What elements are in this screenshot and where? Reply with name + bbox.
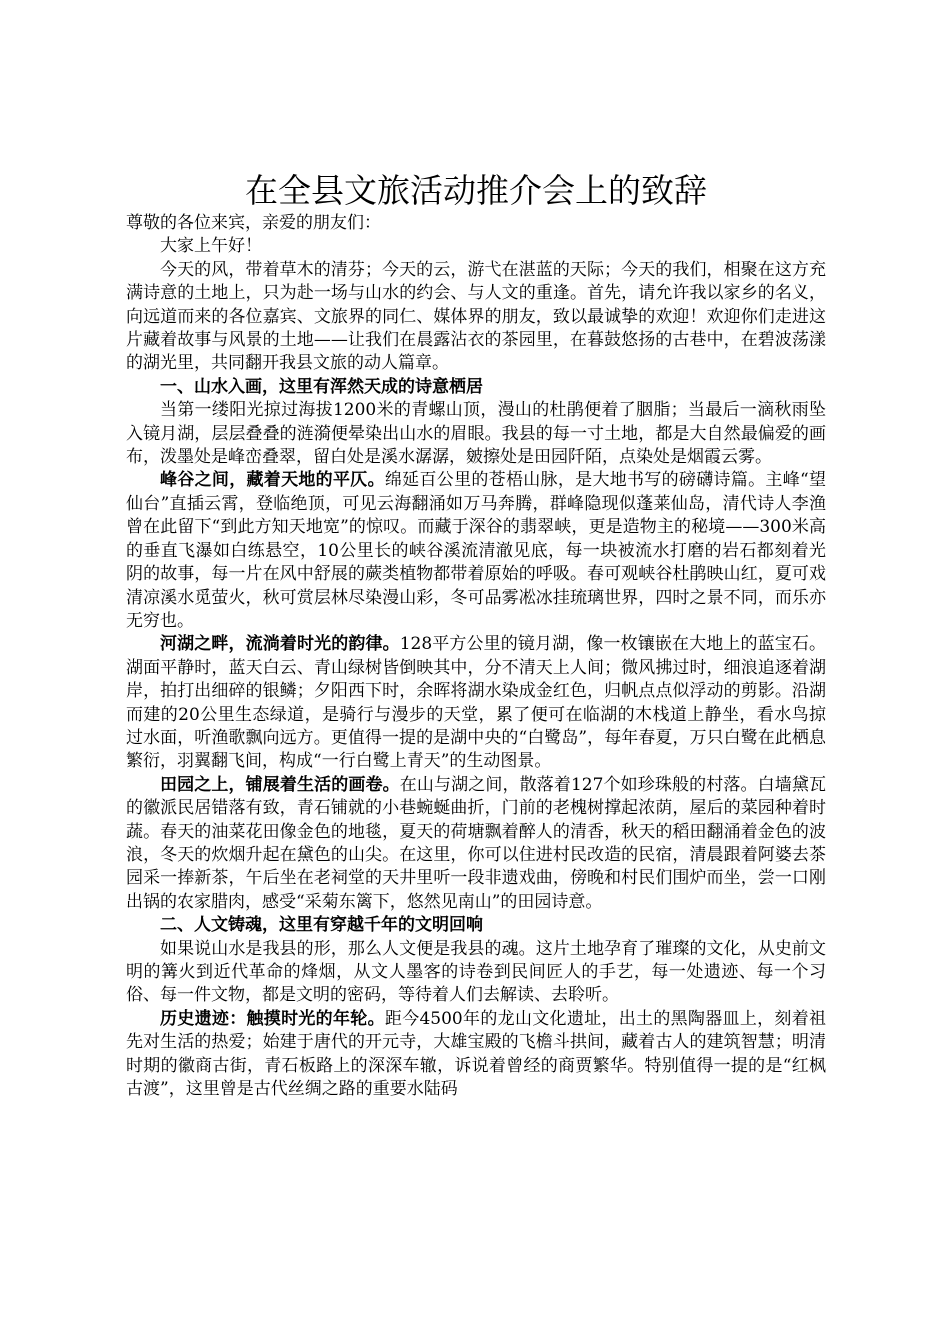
document-title: 在全县文旅活动推介会上的致辞 [245,171,707,210]
section1-paragraph-peaks [126,469,826,633]
salutation: 尊敬的各位来宾，亲爱的朋友们： [126,213,381,233]
paragraph-text: 绵延百公里的苍梧山脉，是大地书写的磅礴诗篇。主峰“望仙台”直插云霄，登临绝顶，可见云海翻涌如万马奔腾，群峰隐现似蓬莱仙岛，清代诗人李渔曾在此留下“到此方知天地宽”的惊叹。而藏于深谷的翡翠峡，更是造物主的秘境——300米高的垂直飞瀑如白练悬空，10公里长的峡谷溪流清澈见底，每一块被流水打磨的岩石都刻着光阴的故事，每一片在风中舒展的蕨类植物都带着原始的呼吸。春可观峡谷杜鹃映山红，夏可戏清凉溪水觅萤火，秋可赏层林尽染漫山彩，冬可品雾凇冰挂琉璃世界，四时之景不同，而乐亦无穷也。 [126,470,826,631]
paragraph-text: 在山与湖之间，散落着127个如珍珠般的村落。白墙黛瓦的徽派民居错落有致，青石铺就的小巷蜿蜒曲折，门前的老槐树撑起浓荫，屋后的菜园种着时蔬。春天的油菜花田像金色的地毯，夏天的荷塘飘着醉人的清香，秋天的稻田翻涌着金色的波浪，冬天的炊烟升起在黛色的山尖。在这里，你可以住进村民改造的民宿，清晨跟着阿婆去茶园采一捧新茶，午后坐在老祠堂的天井里听一段非遗戏曲，傍晚和村民们围炉而坐，尝一口刚出锅的农家腊肉，感受“采菊东篱下，悠然见南山”的田园诗意。 [126,774,827,912]
section1-paragraph-lakes [126,633,826,773]
intro-paragraph: 今天的风，带着草木的清芬；今天的云，游弋在湛蓝的天际；今天的我们，相聚在这方充满诗意的土地上，只为赴一场与山水的约会、与人文的重逢。首先，请允许我以家乡的名义，向远道而来的各位嘉宾、文旅界的同仁、媒体界的朋友，致以最诚挚的欢迎！欢迎你们走进这片藏着故事与风景的土地——让我们在晨露沾衣的茶园里，在暮鼓悠扬的古巷中，在碧波荡漾的湖光里，共同翻开我县文旅的动人篇章。 [126,259,826,374]
section-heading-1: 一、山水入画，这里有浑然天成的诗意栖居 [160,376,483,397]
section2-paragraph-history [126,1008,826,1102]
section1-paragraph-fields [126,774,826,914]
paragraph-lead: 峰谷之间，藏着天地的平仄。 [160,470,385,491]
section-heading-2: 二、人文铸魂，这里有穿越千年的文明回响 [160,915,483,936]
document-page [126,170,826,1101]
section2-intro-paragraph: 如果说山水是我县的形，那么人文便是我县的魂。这片土地孕育了璀璨的文化，从史前文明的篝火到近代革命的烽烟，从文人墨客的诗卷到民间匠人的手艺，每一处遗迹、每一个习俗、每一件文物，都是文明的密码，等待着人们去解读、去聆听。 [126,938,826,1006]
paragraph-text: 128平方公里的镜月湖，像一枚镶嵌在大地上的蓝宝石。湖面平静时，蓝天白云、青山绿树皆倒映其中，分不清天上人间；微风拂过时，细浪追逐着湖岸，拍打出细碎的银鳞；夕阳西下时，余晖将湖水染成金红色，归帆点点似浮动的剪影。沿湖而建的20公里生态绿道，是骑行与漫步的天堂，累了便可在临湖的木栈道上静坐，看水鸟掠过水面，听渔歌飘向远方。更值得一提的是湖中央的“白鹭岛”，每年春夏，万只白鹭在此栖息繁衍，羽翼翻飞间，构成“一行白鹭上青天”的生动图景。 [126,634,827,772]
greeting: 大家上午好！ [160,236,262,257]
section1-intro-paragraph: 当第一缕阳光掠过海拔1200米的青螺山顶，漫山的杜鹃便着了胭脂；当最后一滴秋雨坠入镜月湖，层层叠叠的涟漪便晕染出山水的眉眼。我县的每一寸土地，都是大自然最偏爱的画布，泼墨处是峰峦叠翠，留白处是溪水潺潺，皴擦处是田园阡陌，点染处是烟霞云雾。 [126,400,826,468]
paragraph-lead: 历史遗迹：触摸时光的年轮。 [160,1008,385,1029]
paragraph-lead: 河湖之畔，流淌着时光的韵律。 [160,634,400,655]
paragraph-text: 距今4500年的龙山文化遗址，出土的黑陶器皿上，刻着祖先对生活的热爱；始建于唐代的开元寺，大雄宝殿的飞檐斗拱间，藏着古人的建筑智慧；明清时期的徽商古街，青石板路上的深深车辙，诉说着曾经的商贾繁华。特别值得一提的是“红枫古渡”，这里曾是古代丝绸之路的重要水陆码 [126,1008,827,1100]
paragraph-lead: 田园之上，铺展着生活的画卷。 [160,774,400,795]
